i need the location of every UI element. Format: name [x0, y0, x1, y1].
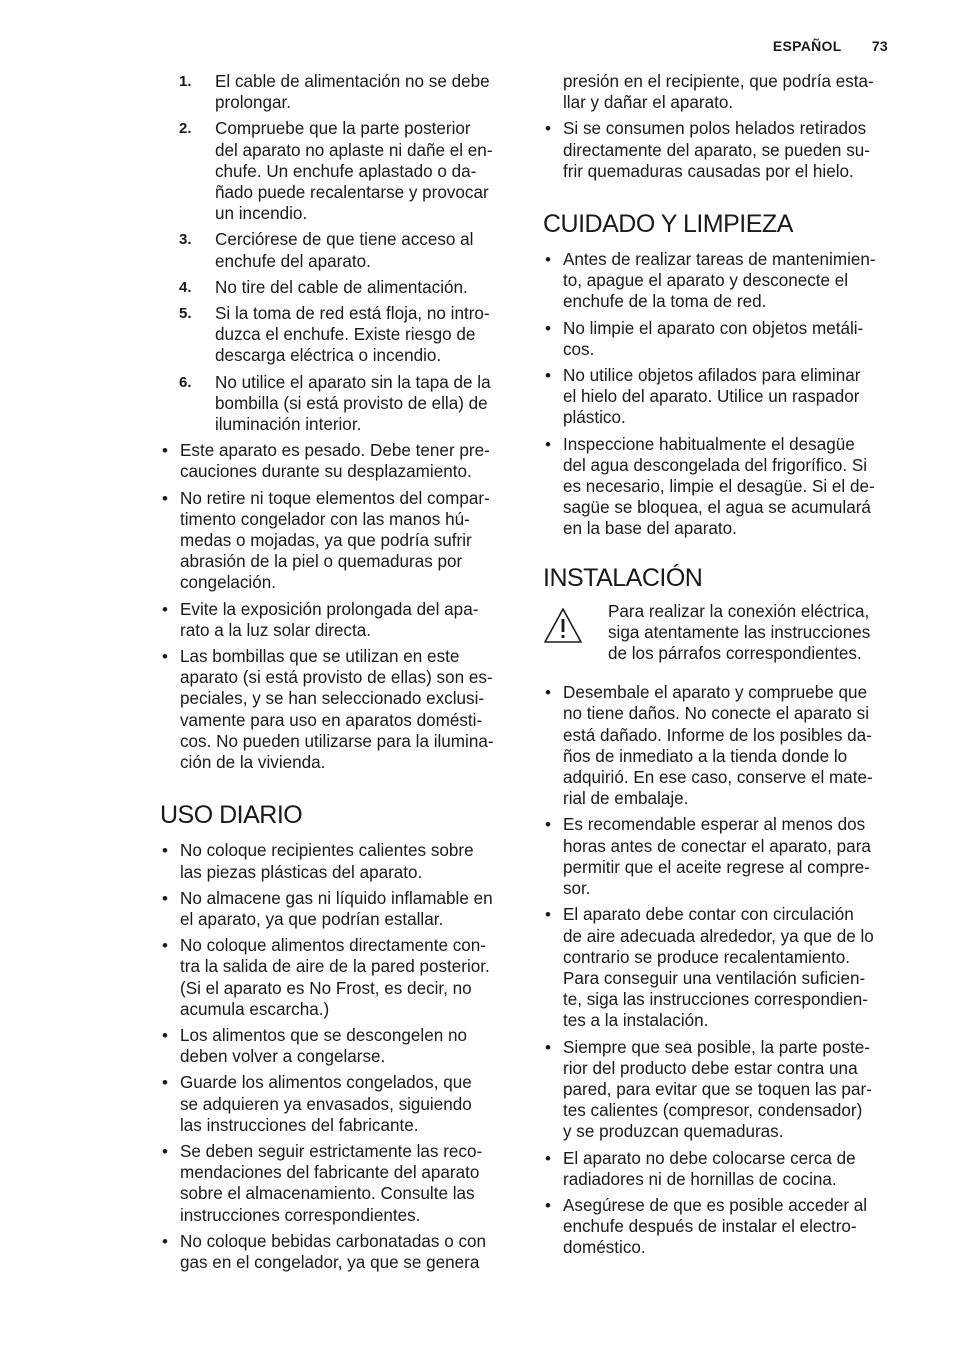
bullet-glyph: • [545, 905, 551, 925]
left-column [160, 71, 512, 1278]
item-text: Este aparato es pesado. Debe tener pre- cauciones durante su desplazamiento. [180, 441, 490, 482]
list-item [543, 318, 895, 360]
list-item [160, 488, 512, 594]
list-item [543, 434, 895, 540]
list-item [160, 1231, 512, 1273]
bullet-glyph: • [545, 1195, 551, 1215]
bullet-glyph: • [545, 318, 551, 338]
item-text: Si la toma de red está floja, no intro- duzca el enchufe. Existe riesgo de descarga eléctrica o incendio. [215, 304, 490, 366]
item-text: Se deben seguir estrictamente las reco- mendaciones del fabricante del aparato sobre el almacenamiento. Consulte las instrucciones correspondientes. [180, 1141, 483, 1225]
item-text: Es recomendable esperar al menos dos horas antes de conectar el aparato, para permitir que el aceite regrese al compre- sor. [563, 815, 871, 899]
item-text: No coloque recipientes calientes sobre las piezas plásticas del aparato. [180, 841, 474, 882]
item-text: No retire ni toque elementos del compar- timento congelador con las manos hú- medas o mojadas, ya que podría sufrir abrasión de la piel o quemaduras por congelación. [180, 488, 490, 593]
list-item [160, 1141, 512, 1226]
item-text: El cable de alimentación no se debe prolongar. [215, 72, 490, 113]
header-language: ESPAÑOL [772, 38, 842, 54]
bullet-glyph: • [162, 1073, 168, 1093]
numbered-item [160, 372, 512, 436]
bullet-glyph: • [545, 815, 551, 835]
item-number: 3. [179, 231, 192, 249]
item-text: Asegúrese de que es posible acceder al enchufe después de instalar el electro- doméstico. [563, 1195, 868, 1258]
warning-note [543, 601, 895, 665]
section-title-uso-diario: USO DIARIO [160, 801, 303, 830]
list-item [543, 365, 895, 429]
bullet-glyph: • [162, 488, 168, 508]
list-item [543, 249, 895, 313]
list-item [160, 1025, 512, 1067]
numbered-item [160, 229, 512, 271]
bullet-glyph: • [545, 683, 551, 703]
item-number: 4. [179, 278, 192, 296]
bullet-glyph: • [162, 599, 168, 619]
warning-text: Para realizar la conexión eléctrica, siga atentamente las instrucciones de los párrafos correspondientes. [608, 601, 871, 664]
warning-triangle-icon [543, 606, 583, 646]
item-text: Guarde los alimentos congelados, que se adquieren ya envasados, siguiendo las instrucciones del fabricante. [180, 1073, 472, 1135]
item-number: 6. [179, 373, 192, 391]
list-item [160, 440, 512, 482]
bullet-glyph: • [162, 888, 168, 908]
bullet-glyph: • [162, 647, 168, 667]
numbered-item [160, 118, 512, 224]
item-text: No almacene gas ni líquido inflamable en el aparato, ya que podrían estallar. [180, 888, 493, 929]
bullet-glyph: • [162, 1141, 168, 1161]
bullet-glyph: • [162, 936, 168, 956]
bullet-glyph: • [545, 250, 551, 270]
list-item [543, 814, 895, 899]
item-number: 1. [179, 73, 192, 90]
list-item [543, 118, 895, 182]
item-text: Evite la exposición prolongada del apa- rato a la luz solar directa. [180, 599, 479, 640]
list-item [543, 1195, 895, 1259]
item-text: Los alimentos que se descongelen no deben volver a congelarse. [180, 1025, 467, 1067]
item-number: 5. [179, 305, 192, 323]
list-item [160, 840, 512, 882]
numbered-item [160, 71, 512, 113]
item-text: No limpie el aparato con objetos metáli- cos. [563, 318, 864, 359]
numbered-item [160, 277, 512, 298]
item-text: Siempre que sea posible, la parte poste- rior del producto debe estar contra una pared, para evitar que se toquen las par- tes calientes (compresor, condensador) y se produzcan quemaduras. [563, 1037, 872, 1142]
item-number: 2. [179, 120, 192, 138]
item-text: El aparato no debe colocarse cerca de radiadores ni de hornillas de cocina. [563, 1148, 856, 1189]
list-item [543, 904, 895, 1031]
bullet-glyph: • [545, 434, 551, 454]
bullet-glyph: • [545, 366, 551, 386]
cuidado-list [543, 249, 895, 540]
bullet-glyph: • [162, 1025, 168, 1045]
bullet-glyph: • [545, 119, 551, 139]
bullet-list [543, 118, 895, 182]
bullet-glyph: • [162, 1231, 168, 1251]
bullet-list [160, 440, 512, 773]
list-item [160, 646, 512, 773]
list-item [160, 1072, 512, 1136]
section-title-cuidado: CUIDADO Y LIMPIEZA [543, 210, 793, 239]
page-header [773, 38, 888, 54]
item-text: No coloque alimentos directamente con- tra la salida de aire de la pared posterior. (Si el aparato es No Frost, es decir, no acumula escarcha.) [180, 936, 490, 1019]
item-text: Compruebe que la parte posterior del aparato no aplaste ni dañe el en- chufe. Un enchufe aplastado o da- ñado puede recalentarse y provocar un incendio. [215, 119, 493, 224]
bullet-glyph: • [162, 841, 168, 861]
item-text: Inspeccione habitualmente el desagüe del agua descongelada del frigorífico. Si es necesario, limpie el desagüe. Si el de- sagüe se bloquea, el agua se acumulará en la base del aparato. [563, 434, 875, 539]
item-text: Desembale el aparato y compruebe que no tiene daños. No conecte el aparato si está dañado. Informe de los posibles da- ños de inmediato a la tienda donde lo adquirió. En ese caso, conserve el mate- rial de embalaje. [563, 683, 873, 809]
list-item [543, 1037, 895, 1143]
numbered-item [160, 303, 512, 367]
bullet-glyph: • [162, 441, 168, 461]
uso-diario-list [160, 840, 512, 1273]
list-item [160, 888, 512, 930]
item-text: No tire del cable de alimentación. [215, 277, 468, 297]
list-item [543, 682, 895, 809]
instalacion-list [543, 682, 895, 1258]
item-text: Si se consumen polos helados retirados directamente del aparato, se pueden su- frir quemaduras causadas por el hielo. [563, 119, 870, 181]
page-number: 73 [871, 38, 888, 54]
list-item [543, 1148, 895, 1190]
item-text: No utilice el aparato sin la tapa de la bombilla (si está provisto de ella) de iluminación interior. [215, 372, 491, 435]
bullet-glyph: • [545, 1148, 551, 1168]
item-text: Las bombillas que se utilizan en este aparato (si está provisto de ellas) son es- peciales, y se han seleccionado exclusi- vamente para uso en aparatos domésti- cos. No pueden utilizarse para la ilumina- ción de la vivienda. [180, 647, 494, 773]
item-text: El aparato debe contar con circulación de aire adecuada alrededor, ya que de lo contrario se produce recalentamiento. Para conseguir una ventilación suficien- te, siga las instrucciones correspondien- tes a la instalación. [563, 905, 874, 1031]
item-text: Cerciórese de que tiene acceso al enchufe del aparato. [215, 230, 474, 271]
bullet-glyph: • [545, 1037, 551, 1057]
list-item [160, 935, 512, 1020]
continued-text: presión en el recipiente, que podría esta- llar y dañar el aparato. [563, 72, 874, 113]
numbered-list [160, 71, 512, 435]
right-column [543, 71, 895, 1264]
item-text: Antes de realizar tareas de mantenimien- to, apague el aparato y desconecte el enchufe de la toma de red. [563, 250, 876, 312]
item-text: No coloque bebidas carbonatadas o con gas en el congelador, ya que se genera [180, 1231, 487, 1272]
item-text: No utilice objetos afilados para eliminar el hielo del aparato. Utilice un raspador plástico. [563, 366, 861, 428]
section-title-instalacion: INSTALACIÓN [543, 563, 703, 592]
list-item [160, 599, 512, 641]
